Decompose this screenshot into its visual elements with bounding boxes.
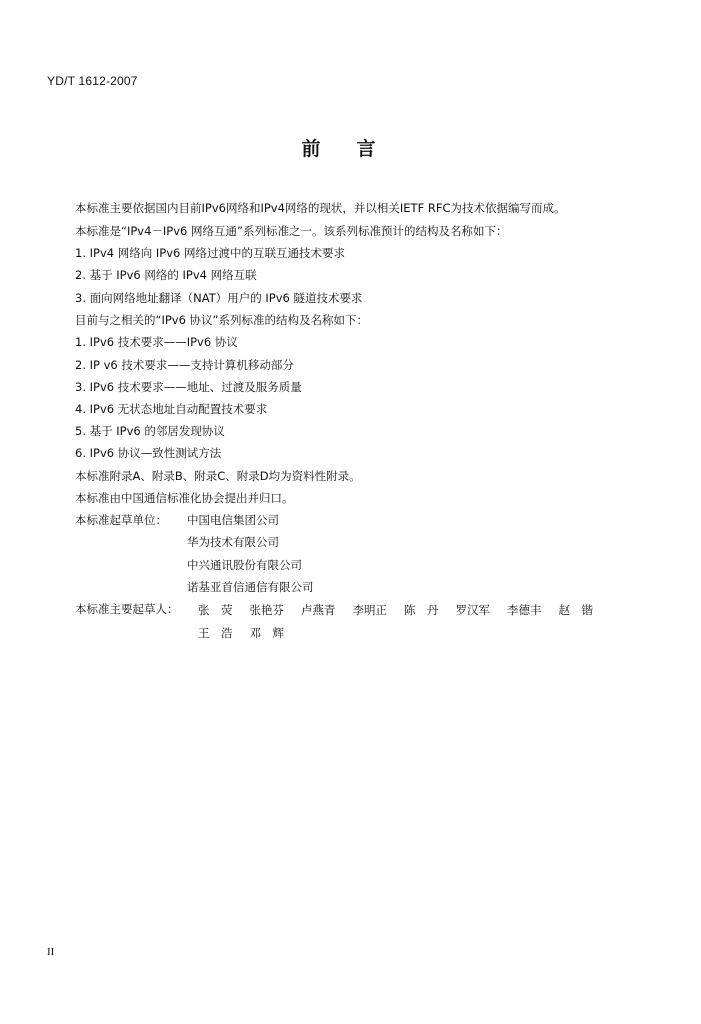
page-title: 前言 (301, 138, 412, 160)
drafting-unit-2: 华为技术有限公司 (187, 535, 279, 549)
drafter-name: 罗汉军 (455, 603, 490, 617)
list-item-series2-4: 4. IPv6 无状态地址自动配置技术要求 (75, 402, 268, 416)
drafter-name: 卢燕青 (301, 603, 336, 617)
drafter-name: 陈 丹 (404, 603, 439, 617)
drafting-unit-4: 诺基亚首信通信有限公司 (187, 580, 314, 594)
paragraph-related-series: 目前与之相关的“IPv6 协议”系列标准的结构及名称如下： (75, 313, 369, 327)
drafter-name: 王 浩 (198, 626, 233, 640)
list-item-series2-5: 5. 基于 IPv6 的邻居发现协议 (75, 424, 225, 438)
list-item-series2-2: 2. IP v6 技术要求——支持计算机移动部分 (75, 358, 294, 372)
drafter-name: 李明正 (352, 603, 387, 617)
list-item-series1-3: 3. 面向网络地址翻译（NAT）用户的 IPv6 隧道技术要求 (75, 291, 363, 305)
paragraph-proposer: 本标准由中国通信标准化协会提出并归口。 (75, 491, 294, 505)
paragraph-series-intro: 本标准是“IPv4－IPv6 网络互通”系列标准之一。该系列标准预计的结构及名称如下： (75, 224, 508, 238)
drafter-name: 张艳芬 (249, 603, 284, 617)
drafter-name: 赵 锴 (558, 603, 593, 617)
list-item-series2-1: 1. IPv6 技术要求——IPv6 协议 (75, 335, 238, 349)
paragraph-basis: 本标准主要依据国内目前IPv6网络和IPv4网络的现状，并以相关IETF RFC为技术依据编写而成。 (75, 201, 566, 215)
drafters-list-line1 (198, 602, 610, 618)
drafting-unit-3: 中兴通讯股份有限公司 (187, 558, 302, 572)
drafter-name: 张 荧 (198, 603, 233, 617)
list-item-series2-3: 3. IPv6 技术要求——地址、过渡及服务质量 (75, 380, 302, 394)
drafting-units-label: 本标准起草单位： (75, 513, 167, 527)
drafter-name: 邓 辉 (249, 626, 284, 640)
standard-code: YD/T 1612-2007 (47, 74, 138, 88)
list-item-series2-6: 6. IPv6 协议—致性测试方法 (75, 446, 222, 460)
list-item-series1-2: 2. 基于 IPv6 网络的 IPv4 网络互联 (75, 268, 257, 282)
list-item-series1-1: 1. IPv4 网络向 IPv6 网络过渡中的互联互通技术要求 (75, 246, 345, 260)
drafters-label: 本标准主要起草人： (75, 602, 179, 616)
drafters-list-line2 (198, 625, 301, 641)
drafting-unit-1: 中国电信集团公司 (187, 513, 279, 527)
paragraph-appendices: 本标准附录A、附录B、附录C、附录D均为资料性附录。 (75, 469, 361, 483)
drafter-name: 李德丰 (507, 603, 542, 617)
page-number: II (47, 946, 55, 958)
